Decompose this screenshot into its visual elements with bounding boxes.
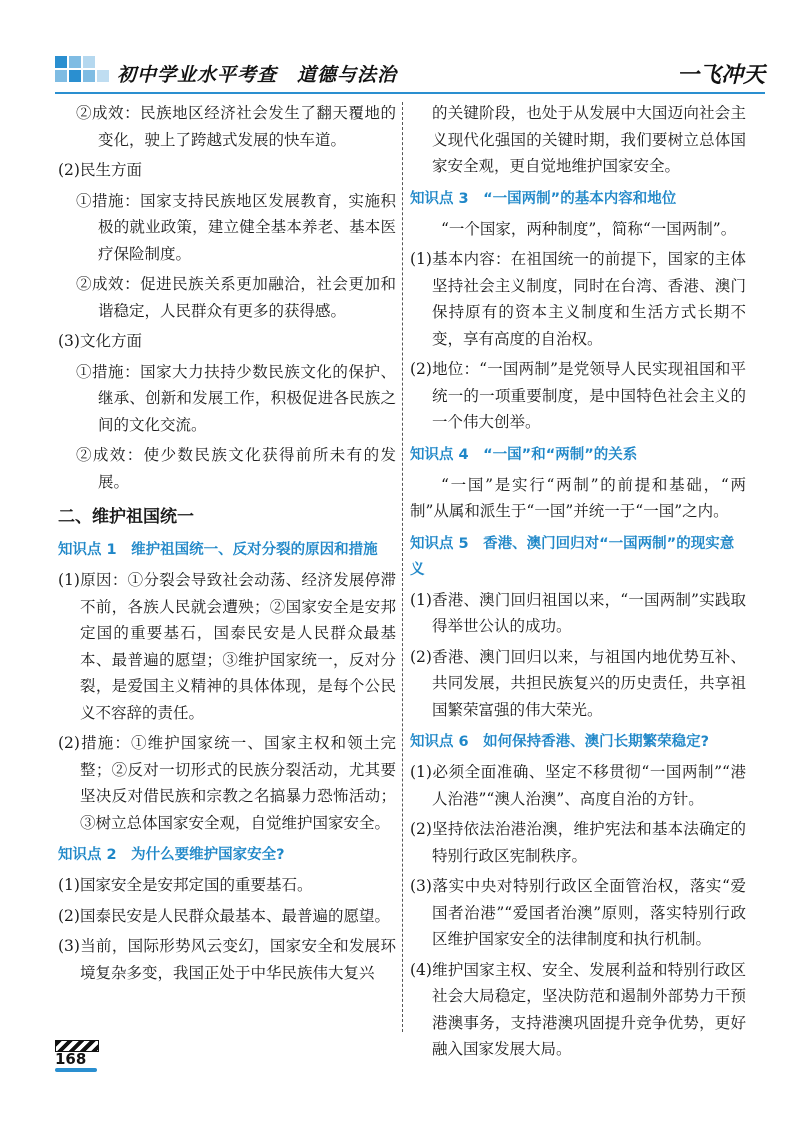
- knowledge-point-heading: 知识点 6 如何保持香港、澳门长期繁荣稳定?: [410, 734, 710, 750]
- paragraph: ②成效：使少数民族文化获得前所未有的发展。: [76, 446, 396, 491]
- knowledge-point-heading: 知识点 5 香港、澳门回归对“一国两制”的现实意义: [410, 535, 735, 578]
- header-brand: 一飞冲天: [676, 63, 765, 88]
- knowledge-point-heading: 知识点 2 为什么要维护国家安全?: [58, 847, 285, 863]
- paragraph: (1)必须全面准确、坚定不移贯彻“一国两制”“港人治港”“澳人治澳”、高度自治的方针。: [410, 763, 746, 808]
- paragraph: (1)国家安全是安邦定国的重要基石。: [58, 876, 313, 894]
- knowledge-point-heading: 知识点 1 维护祖国统一、反对分裂的原因和措施: [58, 542, 378, 558]
- paragraph: (2)国泰民安是人民群众最基本、最普遍的愿望。: [58, 906, 390, 925]
- knowledge-point-heading: 知识点 4 “一国”和“两制”的关系: [410, 446, 638, 463]
- paragraph: (2)地位：“一国两制”是党领导人民实现祖国和平统一的一项重要制度，是中国特色社会主义的一个伟大创举。: [410, 360, 746, 431]
- paragraph: (3)落实中央对特别行政区全面管治权，落实“爱国者治港”“爱国者治澳”原则，落实特别行政区维护国家安全的法律制度和执行机制。: [410, 877, 746, 948]
- paragraph: (1)原因：①分裂会导致社会动荡、经济发展停滞不前，各族人民就会遭殃；②国家安全是安邦定国的重要基石，国泰民安是人民群众最基本、最普遍的愿望；③维护国家统一，反对分裂，是爱国主义精神的具体体现，是每个公民义不容辞的责任。: [58, 571, 396, 722]
- paragraph: ①措施：国家大力扶持少数民族文化的保护、继承、创新和发展工作，积极促进各民族之间的文化交流。: [76, 362, 396, 434]
- page-number: 168: [55, 1050, 87, 1068]
- paragraph: ①措施：国家支持民族地区发展教育，实施积极的就业政策，建立健全基本养老、基本医疗保险制度。: [76, 191, 396, 263]
- paragraph: (1)基本内容：在祖国统一的前提下，国家的主体坚持社会主义制度，同时在台湾、香港、澳门保持原有的资本主义制度和生活方式长期不变，享有高度的自治权。: [410, 250, 746, 348]
- paragraph: (3)当前，国际形势风云变幻，国家安全和发展环境复杂多变，我国正处于中华民族伟大复兴: [58, 937, 396, 982]
- paragraph: (1)香港、澳门回归祖国以来，“一国两制”实践取得举世公认的成功。: [410, 590, 746, 635]
- header-rule: [55, 92, 765, 94]
- paragraph: (2)措施：①维护国家统一、国家主权和领土完整；②反对一切形式的民族分裂活动，尤其要坚决反对借民族和宗教之名搞暴力恐怖活动；③树立总体国家安全观，自觉维护国家安全。: [58, 734, 396, 832]
- paragraph: “一国”是实行“两制”的前提和基础，“两制”从属和派生于“一国”并统一于“一国”之内。: [410, 475, 746, 520]
- paragraph: 的关键阶段，也处于从发展中大国迈向社会主义现代化强国的关键时期，我们要树立总体国家安全观，更自觉地维护国家安全。: [432, 104, 746, 175]
- subheading: (2)民生方面: [58, 161, 142, 179]
- paragraph: (4)维护国家主权、安全、发展利益和特别行政区社会大局稳定，坚决防范和遏制外部势力干预港澳事务，支持港澳巩固提升竞争优势，更好融入国家发展大局。: [410, 960, 746, 1058]
- subheading: (3)文化方面: [58, 332, 142, 350]
- paragraph: “一个国家，两种制度”，简称“一国两制”。: [441, 219, 737, 238]
- right-column: [410, 100, 746, 1063]
- paragraph: (2)香港、澳门回归以来，与祖国内地优势互补、共同发展，共担民族复兴的历史责任，共享祖国繁荣富强的伟大荣光。: [410, 647, 746, 719]
- column-divider: [402, 102, 403, 1032]
- header-title: 初中学业水平考查 道德与法治: [117, 64, 398, 86]
- left-column: [58, 100, 396, 986]
- paragraph: (2)坚持依法治港治澳，维护宪法和基本法确定的特别行政区宪制秩序。: [410, 820, 746, 865]
- page-number-badge: [55, 1040, 97, 1074]
- header-logo-squares: [55, 56, 111, 92]
- section-heading: 二、维护祖国统一: [58, 507, 194, 527]
- paragraph: ②成效：民族地区经济社会发生了翻天覆地的变化，驶上了跨越式发展的快车道。: [76, 104, 396, 149]
- page-header: [55, 50, 765, 98]
- page-number-base: [55, 1068, 97, 1072]
- knowledge-point-heading: 知识点 3 “一国两制”的基本内容和地位: [410, 190, 677, 207]
- paragraph: ②成效：促进民族关系更加融洽，社会更加和谐稳定，人民群众有更多的获得感。: [76, 275, 396, 320]
